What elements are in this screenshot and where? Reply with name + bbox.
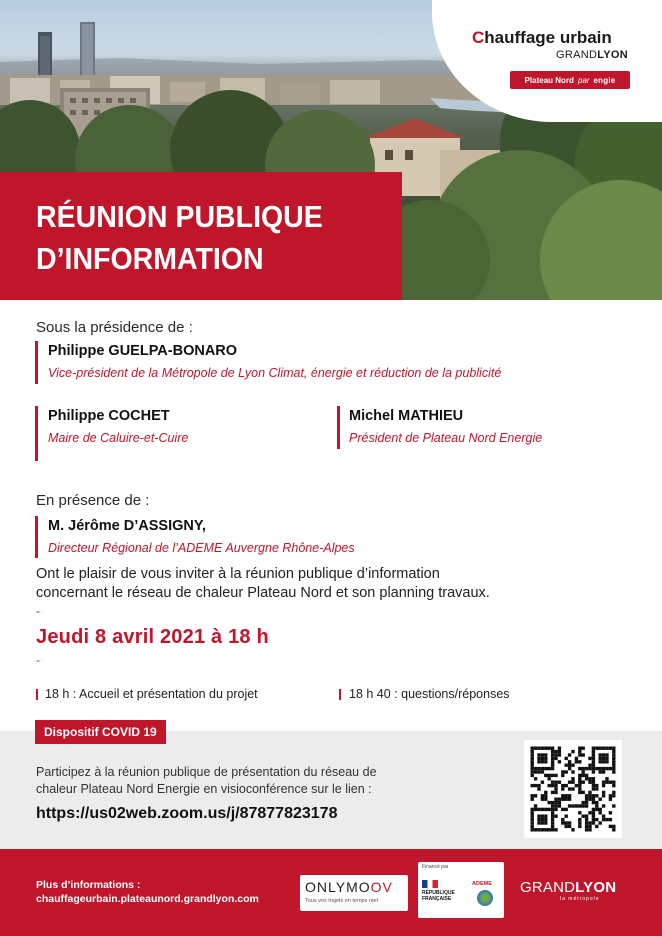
covid-text-line-1: Participez à la réunion publique de présentation du réseau de bbox=[36, 765, 377, 779]
invitation-text bbox=[36, 565, 636, 603]
event-date: Jeudi 8 avril 2021 à 18 h bbox=[36, 626, 269, 648]
guest-role: Directeur Régional de l’ADEME Auvergne Rhône-Alpes bbox=[48, 541, 355, 555]
onlymoov-logo bbox=[300, 875, 408, 911]
more-info-url[interactable]: chauffageurbain.plateaunord.grandlyon.com bbox=[36, 893, 259, 905]
logo-city-a: GRAND bbox=[556, 49, 598, 61]
covid-text bbox=[36, 764, 466, 798]
covid-tag: Dispositif COVID 19 bbox=[35, 720, 166, 744]
republique-francaise-logo bbox=[422, 880, 462, 916]
host-1-bar bbox=[35, 406, 38, 461]
title-line-2: D’INFORMATION bbox=[36, 241, 264, 276]
qr-code[interactable] bbox=[524, 740, 622, 838]
separator-dash: - bbox=[36, 653, 40, 667]
grandlyon-sub: la métropole bbox=[560, 896, 600, 902]
badge-left: Plateau Nord bbox=[524, 75, 574, 85]
ademe-text: ADEME bbox=[472, 881, 492, 887]
separator-dash: - bbox=[36, 604, 40, 618]
financed-label: Financé par bbox=[422, 864, 449, 870]
ademe-emblem-icon bbox=[477, 890, 493, 906]
grandlyon-logo-text bbox=[556, 49, 628, 61]
host-1-name: Philippe COCHET bbox=[48, 408, 170, 424]
zoom-link[interactable]: https://us02web.zoom.us/j/87877823178 bbox=[36, 805, 338, 822]
onlymoov-b: OV bbox=[370, 879, 393, 895]
financed-by-box bbox=[418, 862, 504, 918]
logo-city-b: LYON bbox=[597, 49, 628, 61]
chauffage-urbain-logo bbox=[472, 28, 612, 48]
more-info-label: Plus d’informations : bbox=[36, 879, 141, 891]
presence-bar bbox=[35, 516, 38, 558]
schedule-2-bar bbox=[339, 689, 341, 700]
host-1-role: Maire de Caluire-et-Cuire bbox=[48, 431, 189, 445]
republique-text bbox=[422, 890, 455, 902]
french-flag-icon bbox=[422, 880, 438, 888]
ademe-logo bbox=[470, 878, 500, 916]
onlymoov-tagline: Tous vos trajets en temps réel bbox=[305, 898, 379, 904]
invitation-line-1: Ont le plaisir de vous inviter à la réunion publique d’information bbox=[36, 566, 440, 582]
host-2-bar bbox=[337, 406, 340, 449]
title-line-1: RÉUNION PUBLIQUE bbox=[36, 199, 323, 234]
host-2-role: Président de Plateau Nord Energie bbox=[349, 431, 543, 445]
onlymoov-a: ONLYMO bbox=[305, 879, 371, 895]
logo-initial: C bbox=[472, 28, 485, 47]
onlymoov-wordmark bbox=[305, 879, 393, 895]
guest-name: M. Jérôme D’ASSIGNY, bbox=[48, 518, 206, 534]
engie-logo: engie bbox=[593, 75, 616, 85]
schedule-1-bar bbox=[36, 689, 38, 700]
president-role: Vice-président de la Métropole de Lyon Climat, énergie et réduction de la publicité bbox=[48, 366, 502, 380]
republic-line-a: RÉPUBLIQUE bbox=[422, 890, 455, 896]
schedule-item-1: 18 h : Accueil et présentation du projet bbox=[45, 687, 258, 701]
logo-word: hauffage urbain bbox=[484, 28, 612, 47]
presidence-label: Sous la présidence de : bbox=[36, 319, 193, 336]
qr-code-image bbox=[524, 740, 622, 838]
page-title bbox=[36, 196, 367, 280]
grandlyon-a: GRAND bbox=[520, 879, 576, 896]
presidence-bar bbox=[35, 341, 38, 384]
invitation-line-2: concernant le réseau de chaleur Plateau Nord et son planning travaux. bbox=[36, 585, 490, 601]
badge-mid: par bbox=[577, 75, 590, 85]
grandlyon-footer-logo bbox=[520, 879, 616, 896]
host-2-name: Michel MATHIEU bbox=[349, 408, 464, 424]
president-name: Philippe GUELPA-BONARO bbox=[48, 343, 238, 359]
schedule-item-2: 18 h 40 : questions/réponses bbox=[349, 687, 510, 701]
presence-label: En présence de : bbox=[36, 492, 150, 509]
republic-line-b: FRANÇAISE bbox=[422, 896, 452, 902]
grandlyon-b: LYON bbox=[575, 879, 617, 896]
plateau-nord-badge bbox=[510, 71, 630, 89]
covid-text-line-2: chaleur Plateau Nord Energie en visioconférence sur le lien : bbox=[36, 782, 372, 796]
